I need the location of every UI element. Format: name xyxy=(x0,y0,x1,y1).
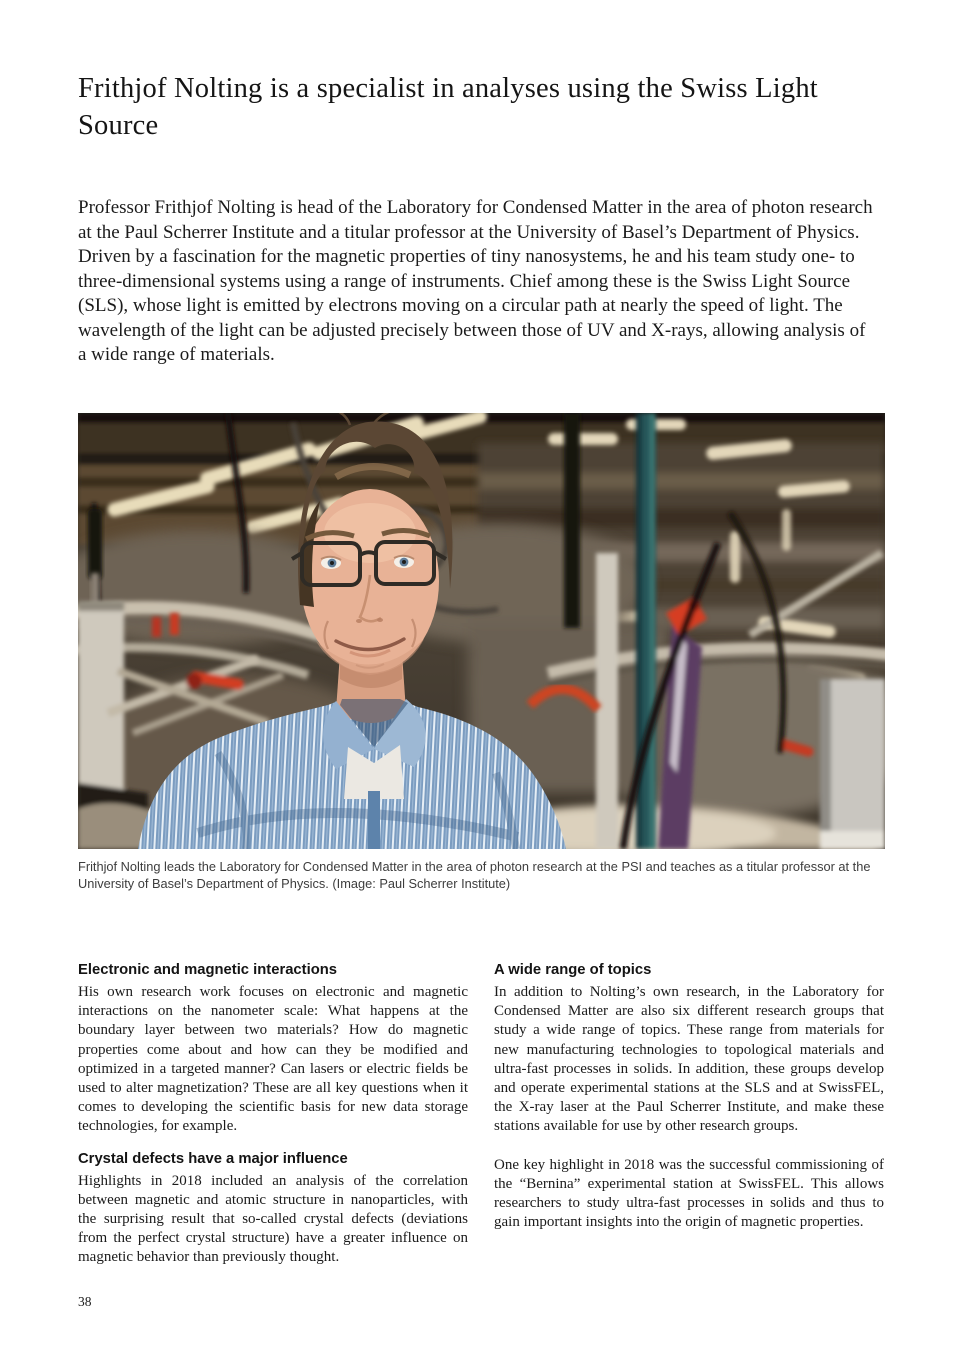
section-body-topics: In addition to Nolting’s own research, in the Laboratory for Condensed Matter are also six different research groups that study a wide range of topics. These range from materials for new manufacturing technologies to topological materials and ultra-fast processes in solids. In addition, these groups develop and operate experimental stations at the SLS and at SwissFEL, the X-ray laser at the Paul Scherrer Institute, and make these stations available for use by other research groups. xyxy=(494,984,884,1135)
section-heading-electronic: Electronic and magnetic interactions xyxy=(78,962,338,978)
section-heading-topics: A wide range of topics xyxy=(494,962,652,978)
page-number: 38 xyxy=(78,1294,92,1309)
section-body-bernina: One key highlight in 2018 was the successful commissioning of the “Bernina” experimental station at SwissFEL. This allows researchers to study ultra-fast processes in solids and thus to gain important insights into the origin of magnetic properties. xyxy=(494,1156,884,1231)
section-heading-crystal: Crystal defects have a major influence xyxy=(78,1150,348,1167)
section-body-crystal: Highlights in 2018 included an analysis of the correlation between magnetic and atomic structure in nanoparticles, with the surprising result that so-called crystal defects (deviations from the perfect crystal structure) have a greater influence on magnetic behavior than previously thought. xyxy=(78,1172,468,1266)
column-left xyxy=(78,961,468,1268)
section-body-electronic: His own research work focuses on electronic and magnetic interactions on the nanometer scale: What happens at the boundary layer between two materials? How do magnetic properties come about and how can they be modified and optimized in a targeted manner? Can lasers or electric fields be used to alter magnetization? These are all key questions when it comes to developing the scientific basis for new data storage technologies, for example. xyxy=(78,984,468,1135)
intro-paragraph: Professor Frithjof Nolting is head of the Laboratory for Condensed Matter in the area of photon research at the Paul Scherrer Institute and a titular professor at the University of Basel’s Department of Physics. Driven by a fascination for the magnetic properties of tiny nanosystems, he and his team study one- to three-dimensional systems using a range of instruments. Chief among these is the Swiss Light Source (SLS), whose light is emitted by electrons moving on a circular path at nearly the speed of light. The wavelength of the light can be adjusted precisely between those of UV and X-rays, allowing analysis of a wide range of materials. xyxy=(78,197,873,365)
photo-caption: Frithjof Nolting leads the Laboratory for Condensed Matter in the area of photon research at the PSI and teaches as a titular professor at the University of Basel’s Department of Physics. (Image: Paul Scherrer Institute) xyxy=(78,859,871,891)
portrait-photo xyxy=(78,413,885,849)
column-right xyxy=(494,961,884,1268)
portrait-figure xyxy=(78,413,885,893)
page-title: Frithjof Nolting is a specialist in analyses using the Swiss Light Source xyxy=(78,73,818,141)
article-columns xyxy=(78,961,884,1268)
